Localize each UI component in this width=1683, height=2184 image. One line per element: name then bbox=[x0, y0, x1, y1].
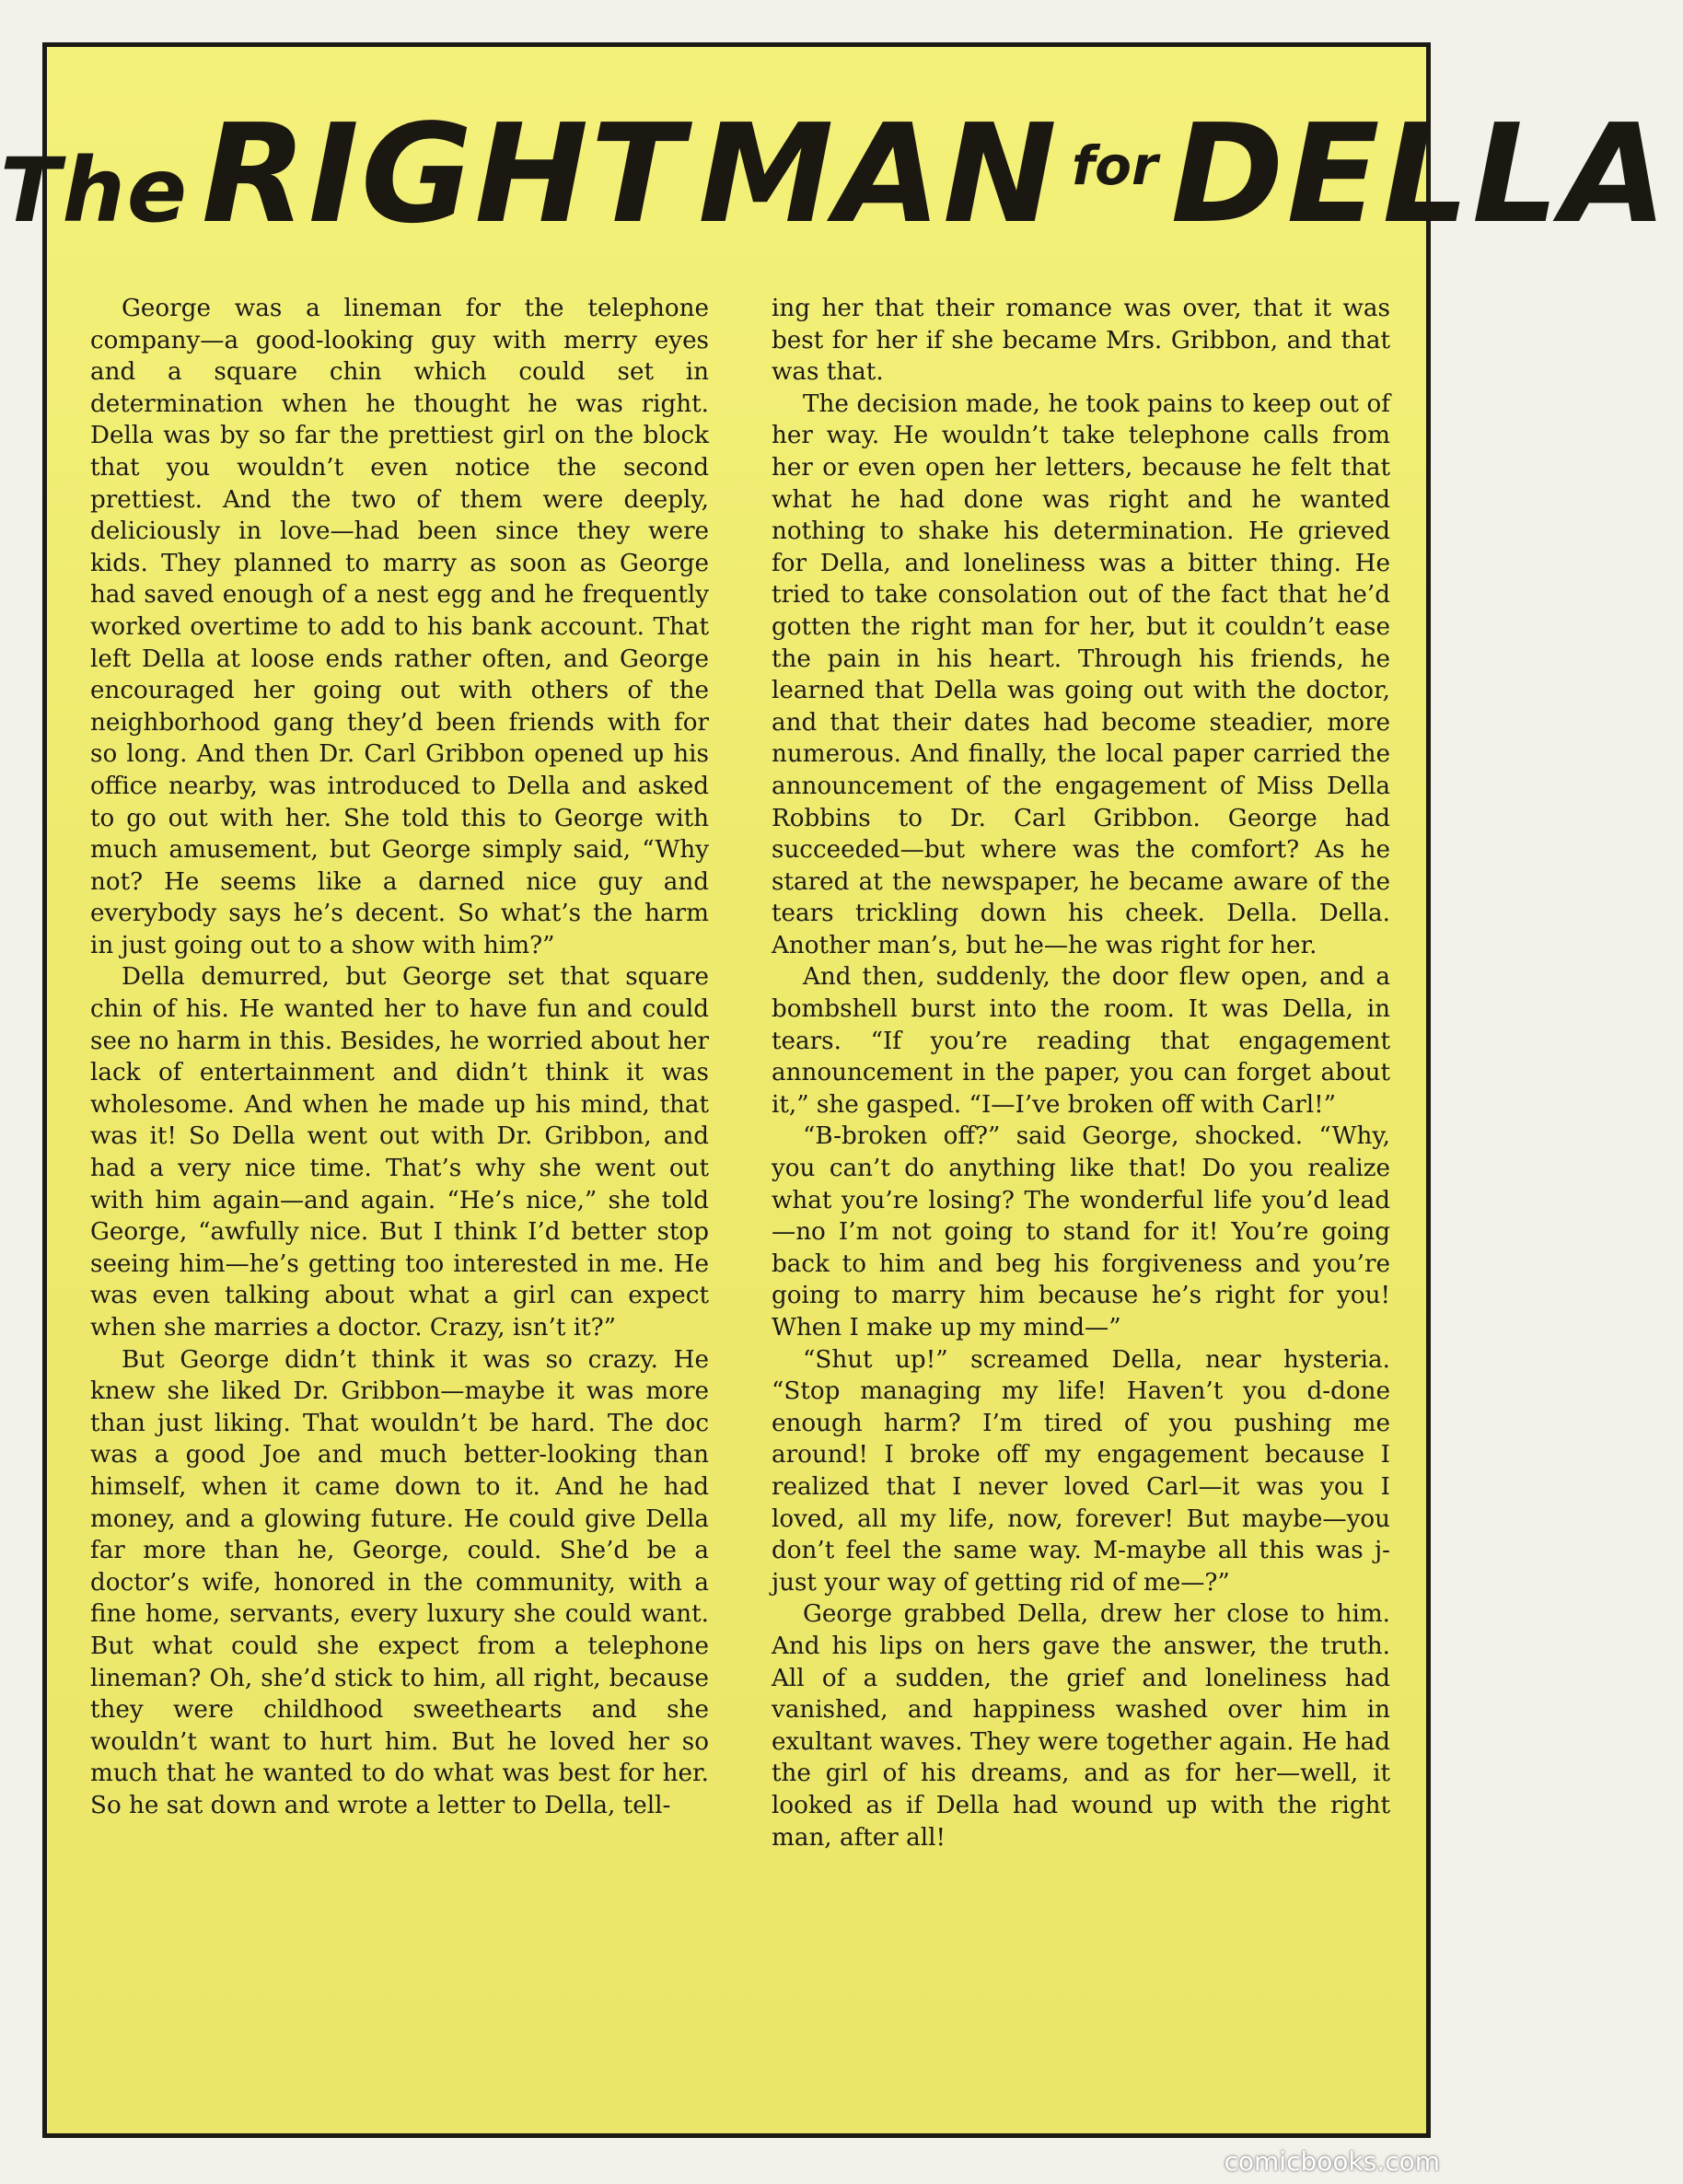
story-paragraph: George grabbed Della, drew her close to him. And his lips on hers gave the answer, the truth. All of a sudden, the grief and loneliness had vanished, and happiness washed over him in exultant waves. They were together again. He had the girl of his dreams, and as for her—well, it looked as if Della had wound up with the right man, after all! bbox=[772, 1600, 1390, 1852]
story-paragraph: The decision made, he took pains to keep out of her way. He wouldn’t take telephone calls from her or even open her letters, because he felt that what he had done was right and he wanted nothing to shake his determination. He grieved for Della, and loneliness was a bitter thing. He tried to take consolation out of the fact that he’d gotten the right man for her, but it couldn’t ease the pain in his heart. Through his friends, he learned that Della was going out with the doctor, and that their dates had become steadier, more numerous. And finally, the local paper carried the announcement of the engagement of Miss Della Robbins to Dr. Carl Gribbon. George had succeeded—but where was the comfort? As he stared at the newspaper, he became aware of the tears trickling down his cheek. Della. Della. Another man’s, but he—he was right for her. bbox=[772, 389, 1390, 959]
title-word-for: for bbox=[1071, 134, 1158, 197]
story-column-left bbox=[90, 293, 709, 2097]
site-watermark: comicbooks.com bbox=[1224, 2146, 1440, 2177]
story-paragraph: “Shut up!” screamed Della, near hysteria. “Stop managing my life! Haven’t you d-done enough harm? I’m tired of you pushing me around! I broke off my engagement because I realized that I never loved Carl—it was you I loved, all my life, now, forever! But maybe—you don’t feel the same way. M-maybe all this was j-just your way of getting rid of me—?” bbox=[772, 1345, 1390, 1597]
story-text-columns bbox=[90, 293, 1390, 2097]
story-paragraph: ing her that their romance was over, that it was best for her if she became Mrs. Gribbon, and that was that. bbox=[772, 295, 1390, 387]
title-word-right: RIGHT bbox=[201, 95, 686, 253]
story-paragraph: “B-broken off?” said George, shocked. “Why, you can’t do anything like that! Do you realize what you’re losing? The wonderful life you’d lead—no I’m not going to stand for it! You’re going back to him and beg his forgiveness and you’re going to marry him because he’s right for you! When I make up my mind—” bbox=[772, 1122, 1390, 1342]
story-paragraph: But George didn’t think it was so crazy. He knew she liked Dr. Gribbon—maybe it was more than just liking. That wouldn’t be hard. The doc was a good Joe and much better-looking than himself, when it came down to it. And he had money, and a glowing future. He could give Della far more than he, George, could. She’d be a doctor’s wife, honored in the community, with a fine home, servants, every luxury she could want. But what could she expect from a telephone lineman? Oh, she’d stick to him, all right, because they were childhood sweethearts and she wouldn’t want to hurt him. But he loved her so much that he wanted to do what was best for her. So he sat down and wrote a letter to Della, tell- bbox=[90, 1345, 709, 1819]
title-word-man: MAN bbox=[698, 95, 1059, 253]
story-title bbox=[0, 74, 1670, 258]
story-paragraph: Della demurred, but George set that square chin of his. He wanted her to have fun and could see no harm in this. Besides, he worried about her lack of entertainment and didn’t think it was wholesome. And when he made up his mind, that was it! So Della went out with Dr. Gribbon, and had a very nice time. That’s why she went out with him again—and again. “He’s nice,” she told George, “awfully nice. But I think I’d better stop seeing him—he’s getting too interested in me. He was even talking about what a girl can expect when she marries a doctor. Crazy, isn’t it?” bbox=[90, 963, 709, 1342]
title-word-the: The bbox=[0, 139, 189, 242]
story-column-right bbox=[772, 293, 1390, 2097]
title-word-della: DELLA bbox=[1170, 95, 1670, 253]
story-paragraph: George was a lineman for the telephone company—a good-looking guy with merry eyes and a square chin which could set in determination when he thought he was right. Della was by so far the prettiest girl on the block that you wouldn’t even notice the second prettiest. And the two of them were deeply, deliciously in love—had been since they were kids. They planned to marry as soon as George had saved enough of a nest egg and he frequently worked overtime to add to his bank account. That left Della at loose ends rather often, and George encouraged her going out with others of the neighborhood gang they’d been friends with for so long. And then Dr. Carl Gribbon opened up his office nearby, was introduced to Della and asked to go out with her. She told this to George with much amusement, but George simply said, “Why not? He seems like a darned nice guy and everybody says he’s decent. So what’s the harm in just going out to a show with him?” bbox=[90, 295, 709, 959]
story-paragraph: And then, suddenly, the door flew open, and a bombshell burst into the room. It was Della, in tears. “If you’re reading that engagement announcement in the paper, you can forget about it,” she gasped. “I—I’ve broken off with Carl!” bbox=[772, 963, 1390, 1119]
